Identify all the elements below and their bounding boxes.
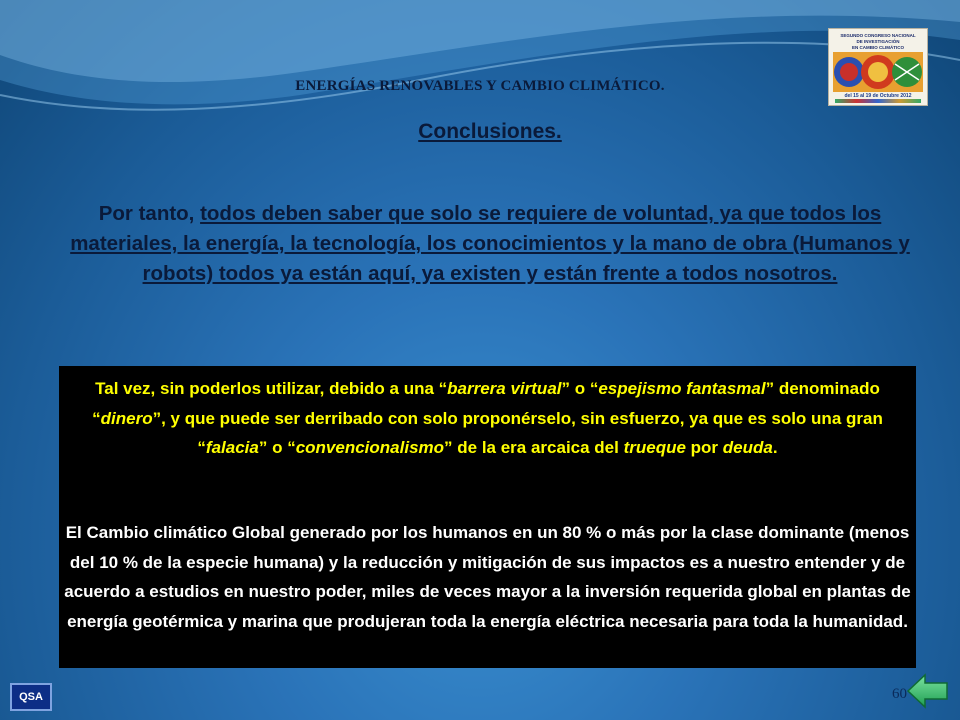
intro-paragraph bbox=[60, 199, 920, 289]
logo-line-2: DE INVESTIGACIÓN bbox=[856, 39, 900, 44]
p1-text: por bbox=[685, 438, 723, 457]
logo-sponsor-strip bbox=[835, 99, 921, 103]
p1-text: ” o “ bbox=[561, 379, 599, 398]
logo-dates: del 15 al 19 de Octubre 2012 bbox=[844, 93, 912, 99]
congress-logo bbox=[828, 28, 928, 106]
back-arrow-icon[interactable] bbox=[906, 672, 950, 710]
intro-lead: Por tanto, bbox=[98, 202, 201, 225]
p1-italic: convencionalismo bbox=[295, 438, 445, 457]
p1-text: ” denominado “ bbox=[92, 379, 880, 428]
logo-line-1: SEGUNDO CONGRESO NACIONAL bbox=[840, 33, 916, 38]
p1-italic: espejismo fantasmal bbox=[598, 379, 766, 398]
p1-italic: trueque bbox=[623, 438, 686, 457]
p1-text: Tal vez, sin poderlos utilizar, debido a una “ bbox=[95, 379, 448, 398]
p1-italic: falacia bbox=[205, 438, 259, 457]
p1-text: ” de la era arcaica del bbox=[444, 438, 624, 457]
p1-text: ” o “ bbox=[258, 438, 296, 457]
page-number: 60 bbox=[892, 686, 907, 702]
p1-text: . bbox=[772, 438, 778, 457]
p1-italic: barrera virtual bbox=[447, 379, 562, 398]
slide-subtitle: Conclusiones. bbox=[418, 120, 562, 143]
conclusion-paragraph-1 bbox=[59, 374, 916, 463]
p1-text: ”, y que puede ser derribado con solo proponérselo, sin esfuerzo, ya que es solo una gran “ bbox=[152, 408, 883, 457]
globe-icon bbox=[833, 52, 923, 92]
p1-italic: dinero bbox=[100, 408, 153, 428]
logo-line-3: EN CAMBIO CLIMÁTICO bbox=[852, 45, 904, 50]
qsa-logo: QSA bbox=[10, 683, 52, 711]
header-title: ENERGÍAS RENOVABLES Y CAMBIO CLIMÁTICO. bbox=[295, 78, 665, 94]
p1-italic: deuda bbox=[722, 438, 773, 457]
conclusion-box bbox=[59, 366, 916, 668]
intro-underlined: todos deben saber que solo se requiere de voluntad, ya que todos los materiales, la energía, la tecnología, los conocimientos y la mano de obra (Humanos y robots) todos ya están aquí, ya existen y están frente a todos nosotros. bbox=[70, 202, 910, 285]
conclusion-paragraph-2: El Cambio climático Global generado por los humanos en un 80 % o más por la clase dominante (menos del 10 % de la especie humana) y la reducción y mitigación de sus impactos es a nuestro entender y de acuerdo a estudios en nuestro poder, miles de veces mayor a la inversión requerida global en plantas de energía geotérmica y marina que produjeran toda la energía eléctrica necesaria para toda la humanidad. bbox=[64, 523, 911, 631]
